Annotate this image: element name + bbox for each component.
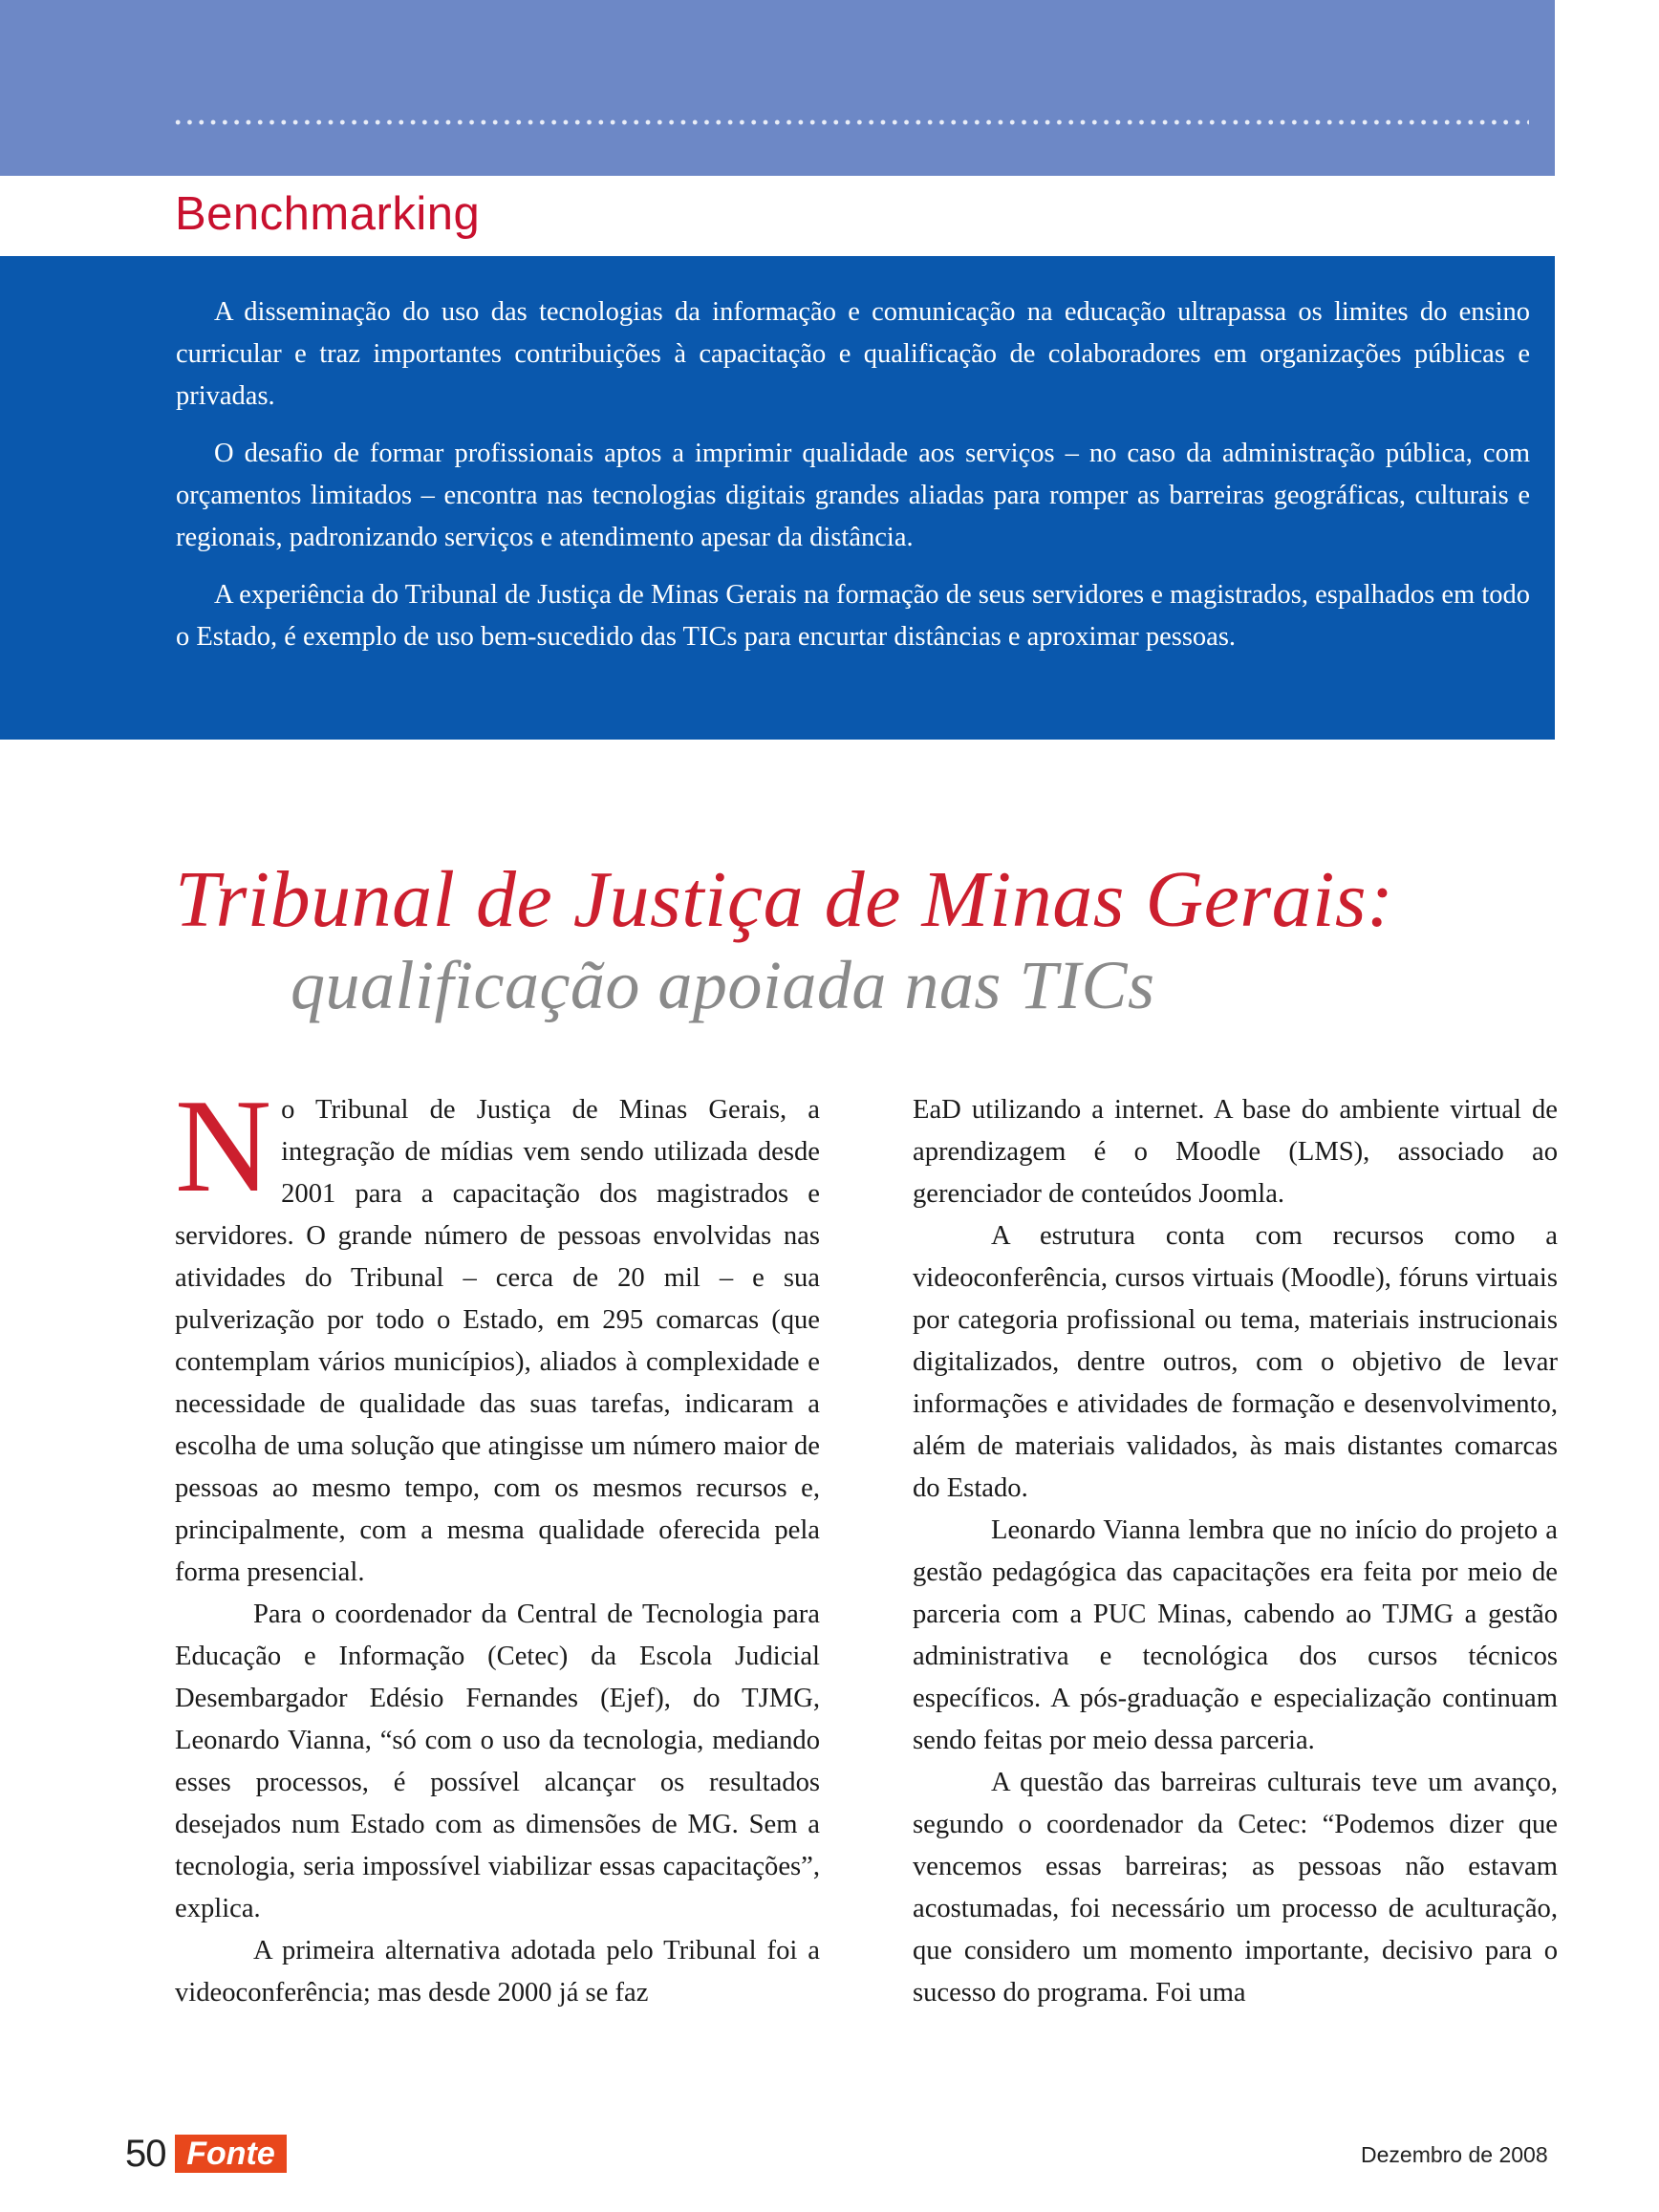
magazine-logo: Fonte xyxy=(175,2135,287,2173)
dotted-rule xyxy=(172,118,1529,126)
intro-paragraph: A disseminação do uso das tecnologias da informação e comunicação na educação ultrapassa os limites do ensino curricular e traz importantes contribuições à capacitação e qualificação de colaboradores em organizações públicas e privadas. xyxy=(176,297,1530,411)
body-paragraph: A questão das barreiras culturais teve um avanço, segundo o coordenador da Cetec: “Podemos dizer que vencemos essas barreiras; as pessoas não estavam acostumadas, foi necessário um processo de aculturação, que considero um momento importante, decisivo para o sucesso do programa. Foi uma xyxy=(913,1768,1558,2008)
intro-text xyxy=(176,291,1530,674)
header-band xyxy=(0,0,1555,176)
body-paragraph: Para o coordenador da Central de Tecnologia para Educação e Informação (Cetec) da Escola Judicial Desembargador Edésio Fernandes (Ejef), do TJMG, Leonardo Vianna, “só com o uso da tecnologia, mediando esses processos, é possível alcançar os resultados desejados num Estado com as dimensões de MG. Sem a tecnologia, seria impossível viabilizar essas capacitações”, explica. xyxy=(175,1600,820,1923)
article-subtitle: qualificação apoiada nas TICs xyxy=(291,947,1155,1023)
article-title: Tribunal de Justiça de Minas Gerais: xyxy=(175,855,1394,944)
intro-paragraph: A experiência do Tribunal de Justiça de Minas Gerais na formação de seus servidores e magistrados, espalhados em todo o Estado, é exemplo de uso bem-sucedido das TICs para encurtar distâncias e aproximar pessoas. xyxy=(176,580,1530,652)
body-paragraph xyxy=(175,1072,820,1594)
body-text: o Tribunal de Justiça de Minas Gerais, a integração de mídias vem sendo utilizada desde 2001 para a capacitação dos magistrados e servidores. O grande número de pessoas envolvidas nas atividades do Tribunal – cerca de 20 mil – e sua pulverização por todo o Estado, em 295 comarcas (que contemplam vários municípios), aliados à complexidade e necessidade de qualidade das suas tarefas, indicaram a escolha de uma solução que atingisse um número maior de pessoas ao mesmo tempo, com os mesmos recursos e, principalmente, com a mesma qualidade oferecida pela forma presencial. xyxy=(175,1095,820,1587)
drop-cap: N xyxy=(175,1072,272,1220)
page-number: 50 xyxy=(125,2133,166,2175)
body-paragraph: A primeira alternativa adotada pelo Tribunal foi a videoconferência; mas desde 2000 já se faz xyxy=(175,1936,820,2008)
intro-paragraph: O desafio de formar profissionais aptos a imprimir qualidade aos serviços – no caso da administração pública, com orçamentos limitados – encontra nas tecnologias digitais grandes aliadas para romper as barreiras geográficas, culturais e regionais, padronizando serviços e atendimento apesar da distância. xyxy=(176,439,1530,552)
right-column xyxy=(913,1089,1558,2014)
body-paragraph: A estrutura conta com recursos como a videoconferência, cursos virtuais (Moodle), fóruns virtuais por categoria profissional ou tema, materiais instrucionais digitalizados, dentre outros, com o objetivo de levar informações e atividades de formação e desenvolvimento, além de materiais validados, às mais distantes comarcas do Estado. xyxy=(913,1221,1558,1503)
left-column xyxy=(175,1072,820,2014)
issue-date: Dezembro de 2008 xyxy=(1361,2142,1548,2167)
body-paragraph: Leonardo Vianna lembra que no início do projeto a gestão pedagógica das capacitações era feita por meio de parceria com a PUC Minas, cabendo ao TJMG a gestão administrativa e tecnológica dos cursos técnicos específicos. A pós-graduação e especialização continuam sendo feitas por meio dessa parceria. xyxy=(913,1515,1558,1755)
body-paragraph: EaD utilizando a internet. A base do ambiente virtual de aprendizagem é o Moodle (LMS), associado ao gerenciador de conteúdos Joomla. xyxy=(913,1095,1558,1209)
section-label: Benchmarking xyxy=(175,188,481,240)
